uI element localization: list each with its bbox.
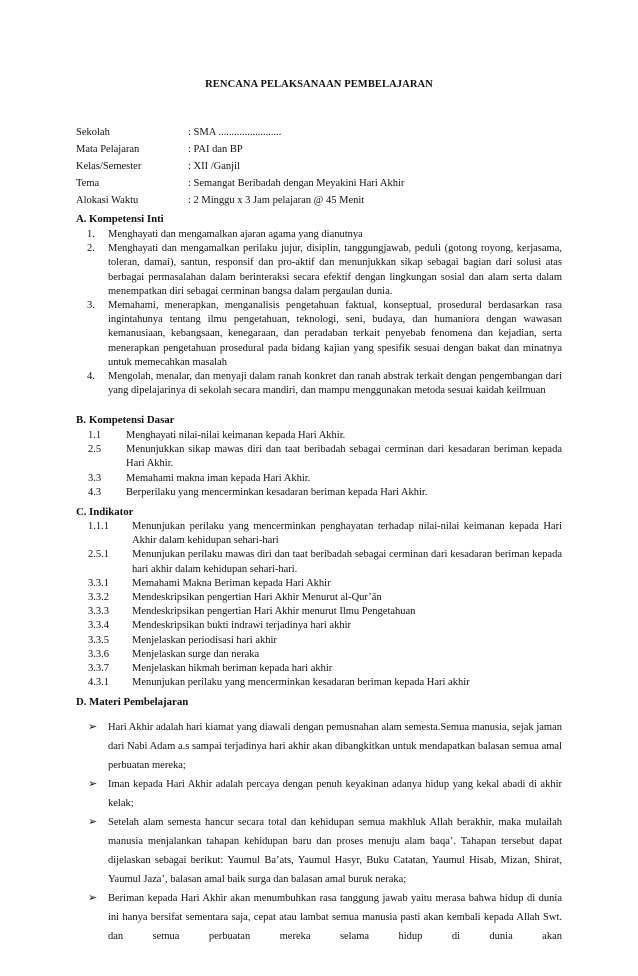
list-item [76, 662, 562, 676]
identity-row-sekolah [76, 126, 281, 140]
item-number: 4. [87, 371, 95, 383]
identity-value: : 2 Minggu x 3 Jam pelajaran @ 45 Menit [188, 195, 365, 206]
list-item [76, 472, 562, 486]
item-code: 2.5.1 [88, 549, 109, 561]
item-number: 1. [87, 229, 95, 240]
identity-value: : XII /Ganjil [188, 161, 240, 172]
list-item [76, 486, 562, 500]
indikator-list [76, 520, 562, 690]
list-item [76, 619, 562, 633]
identity-label: Sekolah [76, 127, 110, 138]
section-letter: C. [76, 506, 87, 518]
list-item [76, 605, 562, 619]
section-title: Kompetensi Inti [89, 213, 164, 225]
item-text: Memahami, menerapkan, menganalisis pengetahuan faktual, konseptual, prosedural berdasarkan rasa ingintahunya tentang ilmu pengetahuan, teknologi, seni, budaya, dan humaniora dengan wawasan kemanusiaan, kebangsaan, kenegaraan, dan peradaban terkait penyebab fenomena dan kejadian, serta menerapkan pengetahuan prosedural pada bidang kajian yang spesifik sesuai dengan bakat dan minatnya untuk memecahkan masalah [108, 300, 562, 368]
identity-row-mata-pelajaran [76, 143, 243, 157]
item-text: Menunjukan perilaku mawas diri dan taat beribadah sebagai cerminan dari kesadaran beriman kepada hari akhir dalam kehidupan sehari-hari. [132, 549, 562, 575]
section-title: Materi Pembelajaran [89, 696, 189, 708]
list-item [76, 577, 562, 591]
item-code: 3.3.1 [88, 577, 109, 589]
item-text: Mendeskripsikan bukti indrawi terjadinya hari akhir [132, 620, 351, 632]
item-text: Memahami Makna Beriman kepada Hari Akhir [132, 577, 331, 589]
identity-label: Mata Pelajaran [76, 144, 140, 155]
list-item [76, 228, 562, 242]
item-text: Beriman kepada Hari Akhir akan menumbuhkan rasa tanggung jawab yaitu merasa bahwa hidup di dunia ini hanya bersifat sementara saja, cepat atau lambat semua manusia pasti akan kembali kepada Allah Swt. dan semua perbuatan mereka selama hidup di dunia akan [108, 893, 562, 942]
document-title: RENCANA PELAKSANAAN PEMBELAJARAN [205, 79, 433, 90]
item-text: Setelah alam semesta hancur secara total dan kehidupan semua makhluk Allah berakhir, maka mulailah manusia menjalankan tahapan kehidupan baru dan proses menuju alam baqa’. Tahapan tersebut dapat dijelaskan sebagai berikut: Yaumul Ba’ats, Yaumul Hasyr, Buku Catatan, Yaumul Hisab, Mizan, Shirat, Yaumul Jaza’, balasan amal baik surga dan balasan amal buruk neraka; [108, 817, 562, 885]
identity-value: : Semangat Beribadah dengan Meyakini Hari Akhir [188, 178, 405, 189]
list-item [76, 634, 562, 648]
item-code: 1.1.1 [88, 521, 109, 532]
section-c-heading [76, 505, 133, 519]
list-item [76, 775, 562, 813]
item-number: 2. [87, 243, 95, 255]
list-item [76, 889, 562, 946]
section-letter: D. [76, 696, 87, 708]
item-code: 3.3.2 [88, 592, 109, 604]
section-letter: B. [76, 414, 86, 426]
item-text: Mendeskripsikan pengertian Hari Akhir Menurut al-Qur’ān [132, 592, 382, 604]
identity-value: : PAI dan BP [188, 144, 243, 155]
section-title: Indikator [89, 506, 134, 518]
item-code: 3.3.3 [88, 606, 109, 618]
section-letter: A. [76, 213, 87, 225]
item-text: Menunjukan perilaku yang mencerminkan penghayatan terhadap nilai-nilai keimanan kepada Hari Akhir dalam kehidupan sehari-hari [132, 521, 562, 547]
section-title: Kompetensi Dasar [89, 414, 175, 426]
list-item [76, 429, 562, 443]
item-code: 1.1 [88, 430, 102, 441]
item-text: Hari Akhir adalah hari kiamat yang diawali dengan pemusnahan alam semesta.Semua manusia, sejak jaman dari Nabi Adam a.s sampai terjadinya hari akhir akan dibangkitkan untuk mendapatkan balasan semua amal perbuatan mereka; [108, 722, 562, 771]
list-item [76, 591, 562, 605]
identity-row-tema [76, 177, 404, 191]
section-a-heading [76, 212, 164, 226]
kompetensi-dasar-list [76, 429, 562, 500]
item-text: Menghayati nilai-nilai keimanan kepada Hari Akhir. [126, 430, 346, 441]
list-item [76, 548, 562, 576]
item-code: 4.3.1 [88, 677, 109, 689]
list-item [76, 813, 562, 889]
item-code: 3.3 [88, 472, 102, 484]
arrow-bullet-icon: ➢ [88, 721, 98, 733]
section-b-heading [76, 413, 174, 427]
item-text: Menunjukan perilaku yang mencerminkan kesadaran beriman kepada Hari akhir [132, 677, 470, 689]
identity-label: Kelas/Semester [76, 161, 142, 172]
item-text: Menghayati dan mengamalkan perilaku jujur, disiplin, tanggungjawab, peduli (gotong royong, kerjasama, toleran, damai), santun, responsif dan pro-aktif dan menunjukkan sikap sebagai bagian dari solusi atas berbagai permasalahan dalam berinteraksi secara efektif dengan lingkungan sosial dan alam serta dalam menempatkan diri sebagai cerminan bangsa dalam pergaulan dunia. [108, 243, 562, 297]
list-item [76, 242, 562, 299]
materi-list [76, 718, 562, 946]
item-text: Mendeskripsikan pengertian Hari Akhir menurut Ilmu Pengetahuan [132, 606, 416, 618]
list-item [76, 443, 562, 471]
list-item [76, 718, 562, 775]
item-text: Mengolah, menalar, dan menyaji dalam ranah konkret dan ranah abstrak terkait dengan pengembangan dari yang dipelajarinya di sekolah secara mandiri, dan mampu menggunakan metoda sesuai kaidah keilmuan [108, 371, 562, 397]
list-item [76, 370, 562, 398]
list-item [76, 520, 562, 548]
identity-label: Alokasi Waktu [76, 195, 139, 206]
item-code: 3.3.5 [88, 634, 109, 646]
identity-row-alokasi-waktu [76, 194, 364, 208]
item-number: 3. [87, 300, 95, 312]
item-code: 4.3 [88, 486, 102, 498]
kompetensi-inti-list [76, 228, 562, 398]
identity-value: : SMA ........................ [188, 127, 282, 138]
identity-label: Tema [76, 178, 100, 189]
item-code: 3.3.6 [88, 648, 109, 660]
item-text: Menunjukkan sikap mawas diri dan taat beribadah sebagai cerminan dari kesadaran beriman kepada Hari Akhir. [126, 444, 562, 470]
item-text: Menghayati dan mengamalkan ajaran agama yang dianutnya [108, 229, 363, 240]
item-text: Menjelaskan surge dan neraka [132, 648, 260, 660]
arrow-bullet-icon: ➢ [88, 778, 98, 790]
item-text: Iman kepada Hari Akhir adalah percaya dengan penuh keyakinan adanya hidup yang kekal abadi di akhir kelak; [108, 779, 562, 809]
arrow-bullet-icon: ➢ [88, 816, 98, 828]
item-code: 2.5 [88, 444, 102, 456]
list-item [76, 676, 562, 690]
section-d-heading [76, 695, 188, 709]
list-item [76, 299, 562, 370]
item-code: 3.3.4 [88, 620, 109, 632]
item-text: Berperilaku yang mencerminkan kesadaran beriman kepada Hari Akhir. [126, 486, 428, 498]
list-item [76, 648, 562, 662]
item-text: Memahami makna iman kepada Hari Akhir. [126, 472, 311, 484]
item-code: 3.3.7 [88, 663, 109, 675]
arrow-bullet-icon: ➢ [88, 892, 98, 904]
item-text: Menjelaskan hikmah beriman kepada hari akhir [132, 663, 333, 675]
identity-row-kelas-semester [76, 160, 240, 174]
item-text: Menjelaskan periodisasi hari akhir [132, 634, 277, 646]
